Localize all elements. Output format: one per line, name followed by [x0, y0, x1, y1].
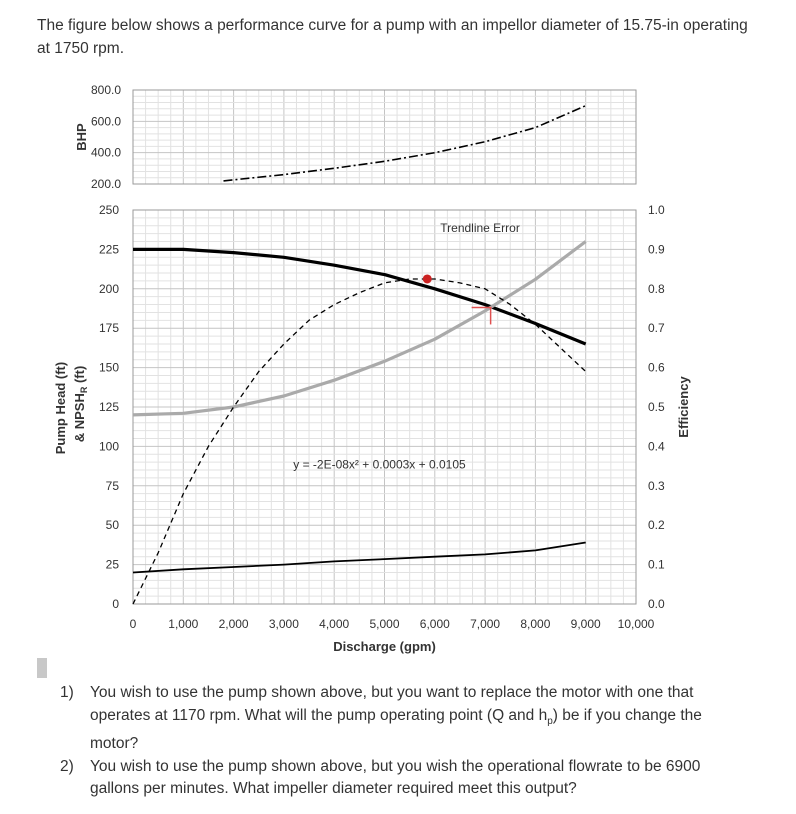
left-y-tick-label: 0 — [112, 597, 119, 611]
x-tick-label: 7,000 — [470, 617, 501, 631]
right-y-tick-label: 0.9 — [648, 242, 665, 257]
x-tick-label: 4,000 — [319, 617, 350, 631]
operating-point-marker — [423, 274, 432, 283]
right-y-tick-label: 0.6 — [648, 360, 665, 375]
right-y-tick-label: 0.2 — [648, 518, 665, 533]
right-y-tick-label: 0.1 — [648, 557, 665, 572]
left-y-tick-label: 175 — [98, 321, 119, 336]
x-tick-label: 3,000 — [268, 617, 299, 631]
question-text: You wish to use the pump shown above, but you wish the operational flowrate to be 6900 gallons per minutes. What impeller diameter required meet this output? — [90, 757, 701, 798]
left-y-axis-label-npsh: & $NPSH_R$ (ft) — [72, 365, 89, 443]
x-tick-label: 9,000 — [570, 617, 601, 631]
questions-list — [60, 682, 750, 801]
left-y-tick-label: 200 — [98, 281, 119, 296]
trendline-equation-label: y = -2E-08x² + 0.0003x + 0.0105 — [293, 457, 466, 472]
top-y-tick-label: 200.0 — [90, 177, 121, 191]
right-y-tick-label: 0.3 — [648, 478, 665, 493]
x-tick-label: 8,000 — [520, 617, 551, 631]
right-y-tick-label: 0.7 — [648, 321, 665, 336]
left-y-tick-label: 50 — [105, 518, 119, 533]
right-y-axis-label: Efficiency — [676, 376, 691, 438]
top-y-tick-label: 600.0 — [90, 114, 121, 129]
left-y-tick-label: 75 — [105, 478, 119, 493]
x-tick-label: 6,000 — [419, 617, 450, 631]
top-y-tick-label: 800.0 — [90, 83, 121, 97]
x-tick-label: 2,000 — [218, 617, 249, 631]
right-y-tick-label: 0.0 — [648, 597, 665, 611]
top-y-tick-label: 400.0 — [90, 145, 121, 160]
right-y-tick-label: 1.0 — [648, 203, 665, 217]
right-y-tick-label: 0.8 — [648, 281, 665, 296]
question-item — [60, 756, 750, 801]
x-axis-label: Discharge (gpm) — [333, 639, 436, 654]
left-y-tick-label: 125 — [98, 400, 119, 414]
grid-lines — [133, 90, 636, 604]
left-y-tick-label: 150 — [98, 360, 119, 375]
top-y-axis-label: BHP — [74, 123, 89, 151]
question-number: 2) — [60, 757, 74, 775]
question-number: 1) — [60, 684, 74, 701]
question-text: You wish to use the pump shown above, but you want to replace the motor with one that operates at 1170 rpm. What will the pump operating point (Q and $h_p$) be if you change the motor? — [90, 684, 702, 753]
left-y-tick-label: 225 — [98, 242, 119, 257]
x-tick-label: 0 — [129, 617, 137, 631]
bhp-curve — [224, 106, 586, 181]
x-tick-label: 5,000 — [369, 617, 400, 631]
x-tick-label: 10,000 — [617, 617, 655, 631]
trendline-error-label: Trendline Error — [440, 221, 520, 236]
right-y-tick-label: 0.5 — [648, 400, 665, 414]
gray-margin-marker — [37, 658, 47, 678]
left-y-axis-label: Pump Head (ft) — [53, 361, 68, 455]
question-item — [60, 682, 750, 756]
left-y-tick-label: 25 — [105, 557, 119, 572]
left-y-tick-label: 100 — [98, 439, 119, 454]
right-y-tick-label: 0.4 — [648, 439, 665, 454]
intro-paragraph: The figure below shows a performance curve for a pump with an impellor diameter of 15.75-in operating at 1750 rpm. — [37, 17, 748, 57]
left-y-tick-label: 250 — [98, 203, 119, 217]
x-tick-label: 1,000 — [168, 617, 199, 631]
